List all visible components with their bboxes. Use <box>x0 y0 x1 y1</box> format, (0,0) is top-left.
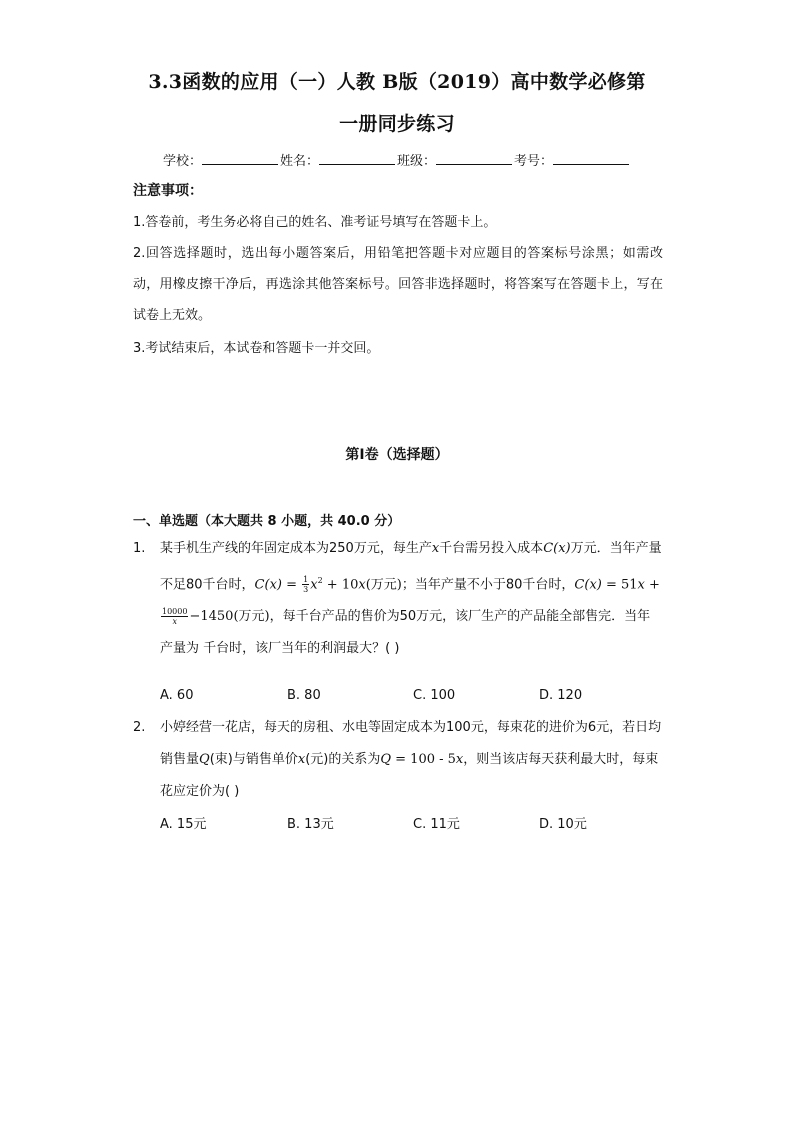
notice-item-3: 3.考试结束后，本试卷和答题卡一并交回。 <box>133 341 380 356</box>
question-1-option-b: B. 80 <box>287 688 321 703</box>
name-blank <box>319 152 395 165</box>
fraction-10000-over-x: $\frac{10000}{x}$ <box>162 607 188 627</box>
question-1-option-d: D. 120 <box>539 688 583 703</box>
fraction-one-third: $\frac{1}{3}$ <box>303 575 309 595</box>
question-2-option-b: B. 13元 <box>287 817 334 832</box>
school-label: 学校： <box>163 154 203 169</box>
question-2-option-a: A. 15元 <box>160 817 207 832</box>
question-2-number: 2. <box>133 720 146 735</box>
question-2-option-d: D. 10元 <box>539 817 587 832</box>
class-label: 班级： <box>397 154 437 169</box>
question-1-option-c: C. 100 <box>413 688 456 703</box>
class-blank <box>436 152 512 165</box>
notice-item-1: 1.答卷前，考生务必将自己的姓名、准考证号填写在答题卡上。 <box>133 215 497 230</box>
part-heading: 一、单选题（本大题共 8 小题，共 40.0 分） <box>133 514 401 529</box>
exam-no-label: 考号： <box>514 154 554 169</box>
question-2-option-c: C. 11元 <box>413 817 460 832</box>
student-info-row <box>163 150 631 169</box>
question-1-text: 某手机生产线的年固定成本为250万元，每生产x千台需另投入成本C(x)万元．当年产量不足80千台时，C(x) = $\frac{1}{3}$ $x^2 + 10x$(万元)；当年产量不小于80千台时，C(x) = 51x + $\frac{10000}{x}$ −1450(万元)，每千台产品的售价为50万元，该厂生产的产品能全部售完．当年产量为 千台时，该厂当年的利润最大？( ) <box>160 541 662 657</box>
question-1-option-a: A. 60 <box>160 688 194 703</box>
question-1-number: 1. <box>133 541 146 556</box>
name-label: 姓名： <box>280 154 320 169</box>
notice-item-2: 2.回答选择题时，选出每小题答案后，用铅笔把答题卡对应题目的答案标号涂黑；如需改动，用橡皮擦干净后，再选涂其他答案标号。回答非选择题时，将答案写在答题卡上，写在试卷上无效。 <box>133 246 663 323</box>
school-blank <box>202 152 278 165</box>
exam-no-blank <box>553 152 629 165</box>
page-title-line2: 一册同步练习 <box>339 113 455 135</box>
section-heading: 第Ⅰ卷（选择题） <box>345 447 449 463</box>
question-2-text: 小婷经营一花店，每天的房租、水电等固定成本为100元，每束花的进价为6元，若日均销售量Q(束)与销售单价x(元)的关系为Q = 100 - 5x，则当该店每天获利最大时，每束花应定价为( ) <box>160 720 662 799</box>
page-title-line1: 3.3函数的应用（一）人教 B版（2019）高中数学必修第 <box>148 71 646 93</box>
notice-title: 注意事项： <box>133 183 203 199</box>
